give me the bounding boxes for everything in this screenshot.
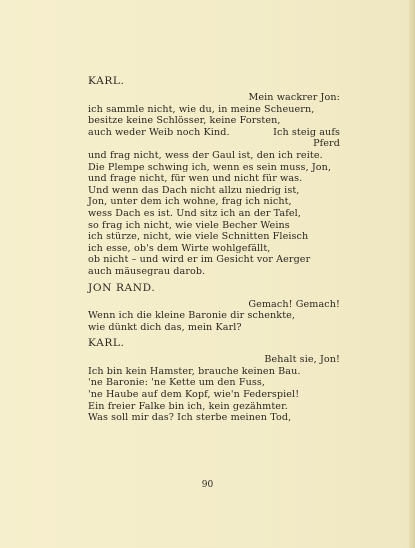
verse-line: Mein wackrer Jon: [248,92,340,103]
verse-line: 'ne Haube auf dem Kopf, wie'n Federspiel! [88,389,300,401]
speaker-jon-rand: JON RAND. [88,281,156,294]
verse-line: wess Dach es ist. Und sitz ich an der Tafel, [88,207,301,219]
page-edge [409,0,415,548]
verse-line: auch mäusegrau darob. [88,265,206,277]
verse-line: Gemach! Gemach! [248,298,340,310]
page-number: 90 [201,480,214,490]
verse-line: Und wenn das Dach nicht allzu niedrig ist, [88,184,300,196]
verse-line: so frag ich nicht, wie viele Becher Weins [88,219,290,231]
verse-line: Die Plempe schwing ich, wenn es sein muss, Jon, [88,161,332,173]
verse-line: und frag nicht, wess der Gaul ist, den ich reite. [88,149,323,161]
verse-line: ob nicht – und wird er im Gesicht vor Aerger [88,254,311,266]
verse-line: 'ne Baronie: 'ne Kette um den Fuss, [88,377,266,389]
verse-line: wie dünkt dich das, mein Karl? [88,321,242,333]
verse-line: auch weder Weib noch Kind. [88,126,230,138]
speaker-karl: KARL. [88,337,125,350]
verse-line: besitze keine Schlösser, keine Forsten, [88,115,281,127]
verse-line: Was soll mir das? Ich sterbe meinen Tod, [88,412,292,424]
verse-line: Jon, unter dem ich wohne, frag ich nicht, [88,196,292,208]
verse-line: und frage nicht, für wen und nicht für was. [88,173,303,185]
verse-line: ich esse, ob's dem Wirte wohlgefällt, [88,242,271,254]
verse-line-pair [88,127,340,139]
verse-text [88,76,340,424]
verse-line: ich sammle nicht, wie du, in meine Scheuern, [88,103,315,115]
verse-line: Ich steig aufs [273,126,340,138]
verse-line: Behalt sie, Jon! [264,354,340,366]
verse-line: Ein freier Falke bin ich, kein gezähmter. [88,400,288,412]
speaker-karl: KARL. [88,75,125,87]
verse-line: Ich bin kein Hamster, brauche keinen Bau. [88,365,301,377]
verse-line-overflow: Pferd [313,138,340,150]
verse-line: Wenn ich die kleine Baronie dir schenkte, [88,310,296,322]
verse-line: ich stürze, nicht, wie viele Schnitten Fleisch [88,231,309,243]
